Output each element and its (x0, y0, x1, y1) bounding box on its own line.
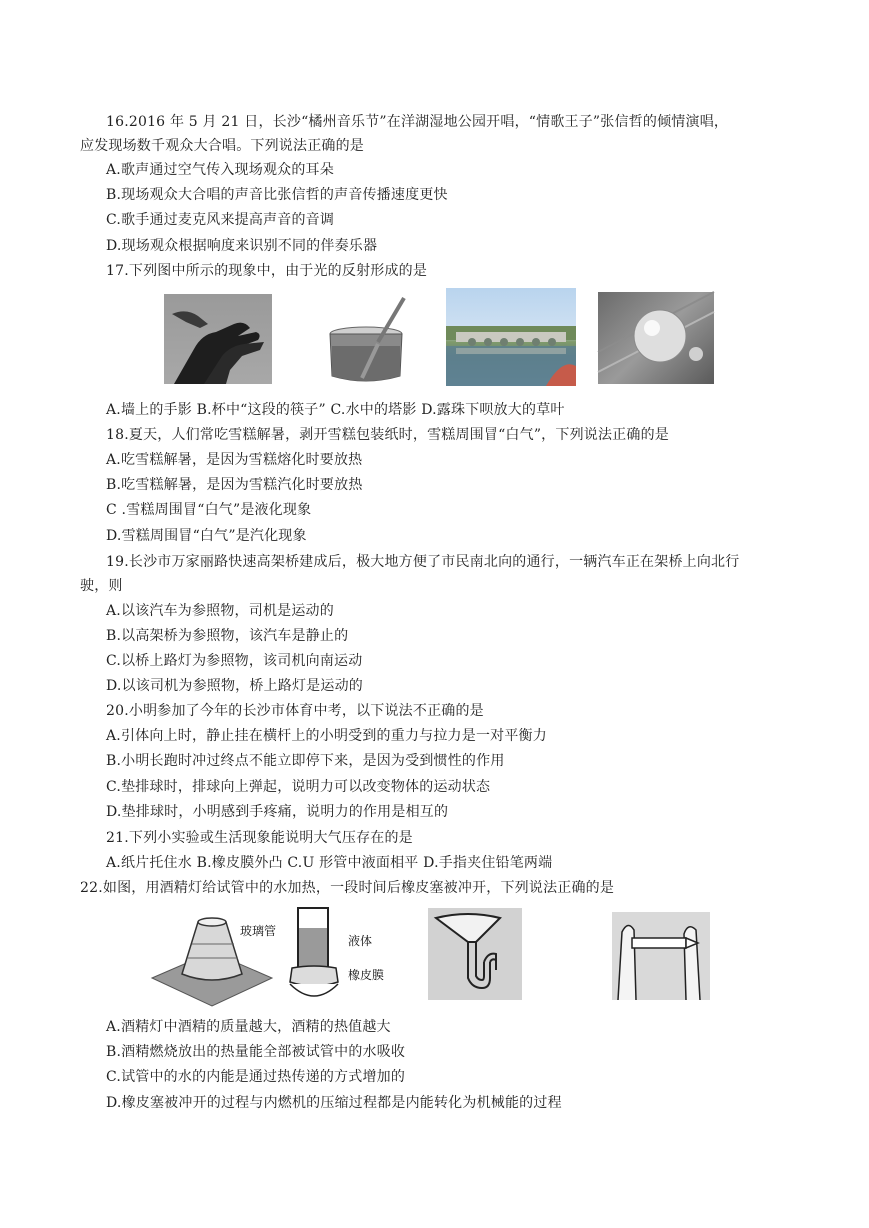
q18-option-c: C .雪糕周围冒“白气”是液化现象 (106, 502, 312, 518)
q21-stem: 21.下列小实验或生活现象能说明大气压存在的是 (106, 830, 413, 846)
u-tube-funnel-figure (428, 908, 522, 1000)
pencil-fingers-figure (612, 912, 710, 1000)
liquid-label: 液体 (348, 934, 373, 948)
q21-options: A.纸片托住水 B.橡皮膜外凸 C.U 形管中液面相平 D.手指夹住铅笔两端 (106, 855, 553, 871)
q18-stem: 18.夏天，人们常吃雪糕解暑，剥开雪糕包装纸时，雪糕周围冒“白气”，下列说法正确的是 (106, 427, 669, 443)
q22-stem: 22.如图，用酒精灯给试管中的水加热，一段时间后橡皮塞被冲开，下列说法正确的是 (80, 880, 615, 896)
q19-option-a: A.以该汽车为参照物，司机是运动的 (106, 603, 334, 619)
q16-option-a: A.歌声通过空气传入现场观众的耳朵 (106, 162, 334, 178)
q20-option-d: D.垫排球时，小明感到手疼痛，说明力的作用是相互的 (106, 804, 449, 820)
q16-option-c: C.歌手通过麦克风来提高声音的音调 (106, 212, 335, 228)
q18-option-b: B.吃雪糕解暑，是因为雪糕汽化时要放热 (106, 477, 363, 493)
q17-stem: 17.下列图中所示的现象中，由于光的反射形成的是 (106, 263, 428, 279)
q22-option-d: D.橡皮塞被冲开的过程与内燃机的压缩过程都是内能转化为机械能的过程 (106, 1095, 562, 1111)
q22-option-c: C.试管中的水的内能是通过热传递的方式增加的 (106, 1069, 406, 1085)
q19-option-d: D.以该司机为参照物，桥上路灯是运动的 (106, 678, 363, 694)
q18-option-d: D.雪糕周围冒“白气”是汽化现象 (106, 528, 307, 544)
q16-stem-line2: 应发现场数千观众大合唱。下列说法正确的是 (80, 138, 364, 154)
q19-stem-line2: 驶，则 (80, 578, 123, 594)
q20-stem: 20.小明参加了今年的长沙市体育中考，以下说法不正确的是 (106, 703, 484, 719)
q19-option-b: B.以高架桥为参照物，该汽车是静止的 (106, 628, 349, 644)
chopstick-in-cup-photo (322, 296, 412, 384)
q20-option-b: B.小明长跑时冲过终点不能立即停下来，是因为受到惯性的作用 (106, 753, 505, 769)
q19-option-c: C.以桥上路灯为参照物，该司机向南运动 (106, 653, 363, 669)
dewdrop-leaf-photo (598, 292, 714, 384)
q16-stem-line1: 16.2016 年 5 月 21 日，长沙“橘州音乐节”在洋湖湿地公园开唱，“情歌王子”张信哲的倾情演唱， (106, 114, 729, 130)
glass-tube-label: 玻璃管 (240, 924, 277, 938)
q17-options: A.墙上的手影 B.杯中“这段的筷子” C.水中的塔影 D.露珠下呗放大的草叶 (106, 402, 565, 418)
q20-option-a: A.引体向上时，静止挂在横杆上的小明受到的重力与拉力是一对平衡力 (106, 728, 547, 744)
q16-option-d: D.现场观众根据响度来识别不同的伴奏乐器 (106, 238, 378, 254)
rubber-membrane-label: 橡皮膜 (348, 968, 385, 982)
q22-option-a: A.酒精灯中酒精的质量越大，酒精的热值越大 (106, 1019, 391, 1035)
q22-option-b: B.酒精燃烧放出的热量能全部被试管中的水吸收 (106, 1044, 406, 1060)
rubber-membrane-tube-figure (240, 904, 416, 1006)
q20-option-c: C.垫排球时，排球向上弹起，说明力可以改变物体的运动状态 (106, 779, 491, 795)
pagoda-reflection-photo (446, 288, 576, 386)
q18-option-a: A.吃雪糕解暑，是因为雪糕熔化时要放热 (106, 452, 363, 468)
hand-shadow-photo (164, 294, 272, 384)
q19-stem-line1: 19.长沙市万家丽路快速高架桥建成后，极大地方便了市民南北向的通行，一辆汽车正在架桥上向北行 (106, 554, 740, 570)
q16-option-b: B.现场观众大合唱的声音比张信哲的声音传播速度更快 (106, 187, 448, 203)
